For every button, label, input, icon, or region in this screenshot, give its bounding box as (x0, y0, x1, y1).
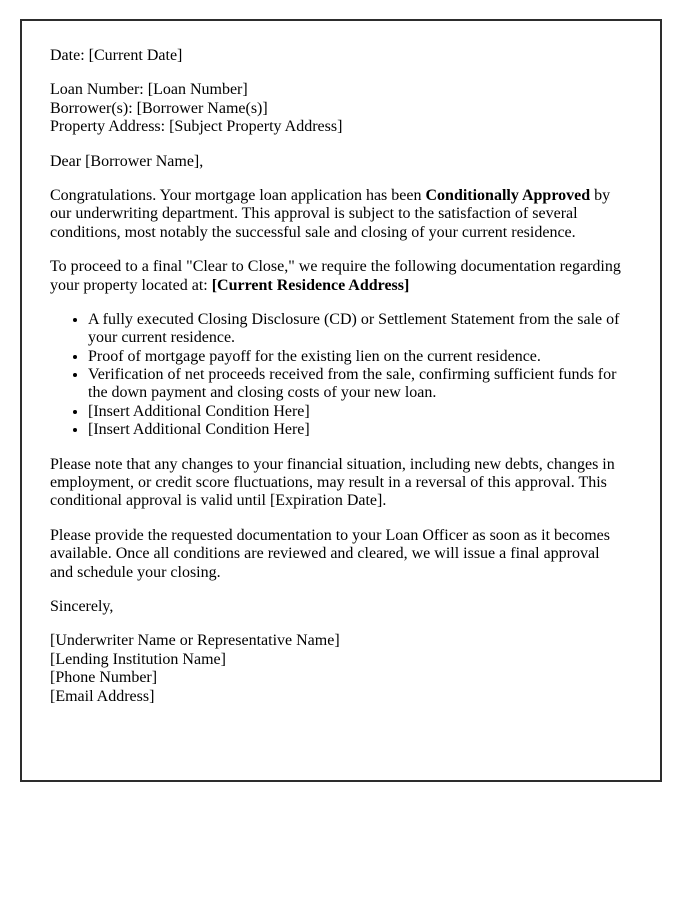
paragraph-next-steps: Please provide the requested documentation to your Loan Officer as soon as it becomes available. Once all conditions are reviewed and cleared, we will issue a final approval and schedule your closing. (50, 526, 610, 581)
borrower-line: Borrower(s): [Borrower Name(s)] (50, 99, 268, 117)
loan-header-block (50, 81, 626, 136)
documentation-text-before: To proceed to a final "Clear to Close," we require the following documentation regarding your property located at: (50, 258, 621, 294)
signature-phone-line: [Phone Number] (50, 669, 158, 687)
property-address-line: Property Address: [Subject Property Address] (50, 118, 343, 136)
signature-name-line: [Underwriter Name or Representative Name] (50, 632, 340, 650)
conditions-list (50, 311, 626, 440)
condition-item: • Proof of mortgage payoff for the existing lien on the current residence. (88, 348, 626, 366)
closing-sincerely: Sincerely, (50, 597, 114, 615)
paragraph-approval (50, 187, 626, 242)
approval-text-before: Congratulations. Your mortgage loan application has been (50, 186, 426, 204)
paragraph-documentation (50, 258, 626, 295)
condition-item: • [Insert Additional Condition Here] (88, 421, 626, 439)
date-line: Date: [Current Date] (50, 47, 183, 64)
signature-block (50, 632, 626, 706)
approval-text-after: by our underwriting department. This approval is subject to the satisfaction of several conditions, most notably the successful sale and closing of your current residence. (50, 186, 611, 241)
signature-email-line: [Email Address] (50, 687, 155, 705)
letter-frame (20, 19, 662, 782)
condition-item: • A fully executed Closing Disclosure (CD) or Settlement Statement from the sale of your current residence. (88, 311, 626, 348)
salutation: Dear [Borrower Name], (50, 152, 204, 170)
condition-item: • Verification of net proceeds received from the sale, confirming sufficient funds for the down payment and closing costs of your new loan. (88, 366, 626, 403)
condition-item: • [Insert Additional Condition Here] (88, 403, 626, 421)
loan-number-line: Loan Number: [Loan Number] (50, 81, 248, 99)
current-residence-address-bold: [Current Residence Address] (211, 276, 410, 294)
signature-institution-line: [Lending Institution Name] (50, 650, 226, 668)
conditionally-approved-bold: Conditionally Approved (425, 186, 591, 204)
paragraph-validity: Please note that any changes to your financial situation, including new debts, changes in employment, or credit score fluctuations, may result in a reversal of this approval. This conditional approval is valid until [Expiration Date]. (50, 455, 615, 510)
